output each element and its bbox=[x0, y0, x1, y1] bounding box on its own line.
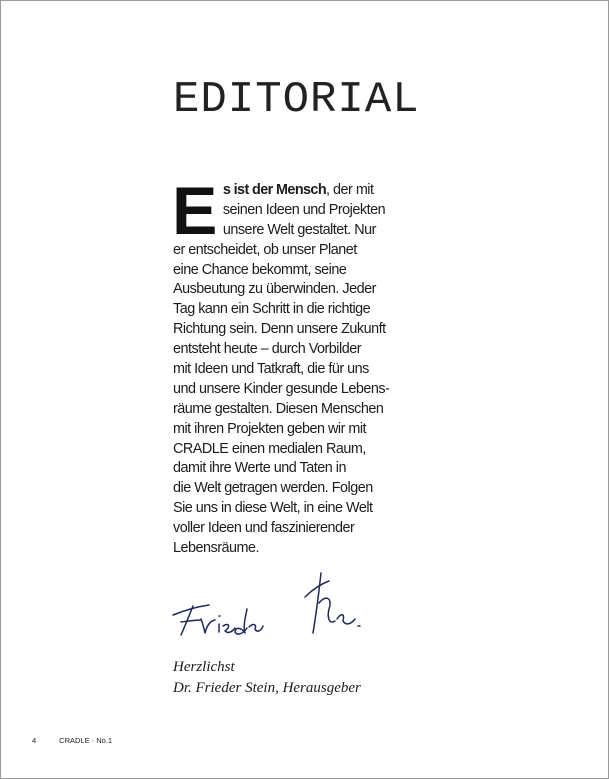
lead-in-bold: s ist der Mensch bbox=[222, 182, 327, 198]
publication-name: CRADLE · No.1 bbox=[59, 736, 113, 745]
body-line: seinen Ideen und Projekten bbox=[222, 201, 386, 218]
body-line: mit Ideen und Tatkraft, die für uns bbox=[173, 361, 369, 378]
body-line: er entscheidet, ob unser Planet bbox=[173, 241, 357, 258]
body-line: voller Ideen und faszinierender bbox=[173, 520, 355, 537]
page-footer bbox=[32, 736, 112, 745]
body-line: Lebensräume. bbox=[173, 540, 260, 557]
body-line: eine Chance bekommt, seine bbox=[173, 261, 347, 278]
body-line: entsteht heute – durch Vorbilder bbox=[173, 341, 362, 358]
closing-block bbox=[173, 657, 361, 699]
body-line: Ausbeutung zu überwinden. Jeder bbox=[173, 281, 376, 298]
body-line: und unsere Kinder gesunde Lebens- bbox=[173, 380, 390, 397]
body-line: räume gestalten. Diesen Menschen bbox=[173, 400, 384, 417]
body-line: Tag kann ein Schritt in die richtige bbox=[173, 301, 371, 318]
page-number: 4 bbox=[32, 736, 37, 745]
body-line: damit ihre Werte und Taten in bbox=[173, 460, 346, 477]
body-line: mit ihren Projekten geben wir mit bbox=[173, 420, 367, 437]
handwritten-signature bbox=[169, 569, 389, 649]
body-line: unsere Welt gestaltet. Nur bbox=[222, 221, 376, 238]
body-line-text: , der mit bbox=[326, 182, 374, 198]
editorial-body bbox=[172, 173, 423, 559]
page-title: EDITORIAL bbox=[173, 75, 420, 125]
body-line: Sie uns in diese Welt, in eine Welt bbox=[173, 500, 373, 517]
body-line: CRADLE einen medialen Raum, bbox=[173, 440, 366, 457]
closing-greeting: Herzlichst bbox=[173, 659, 235, 675]
closing-signoff: Dr. Frieder Stein, Herausgeber bbox=[173, 680, 361, 696]
body-line: Richtung sein. Denn unsere Zukunft bbox=[173, 321, 386, 338]
drop-cap: E bbox=[172, 173, 217, 249]
body-line: die Welt getragen werden. Folgen bbox=[173, 480, 373, 497]
